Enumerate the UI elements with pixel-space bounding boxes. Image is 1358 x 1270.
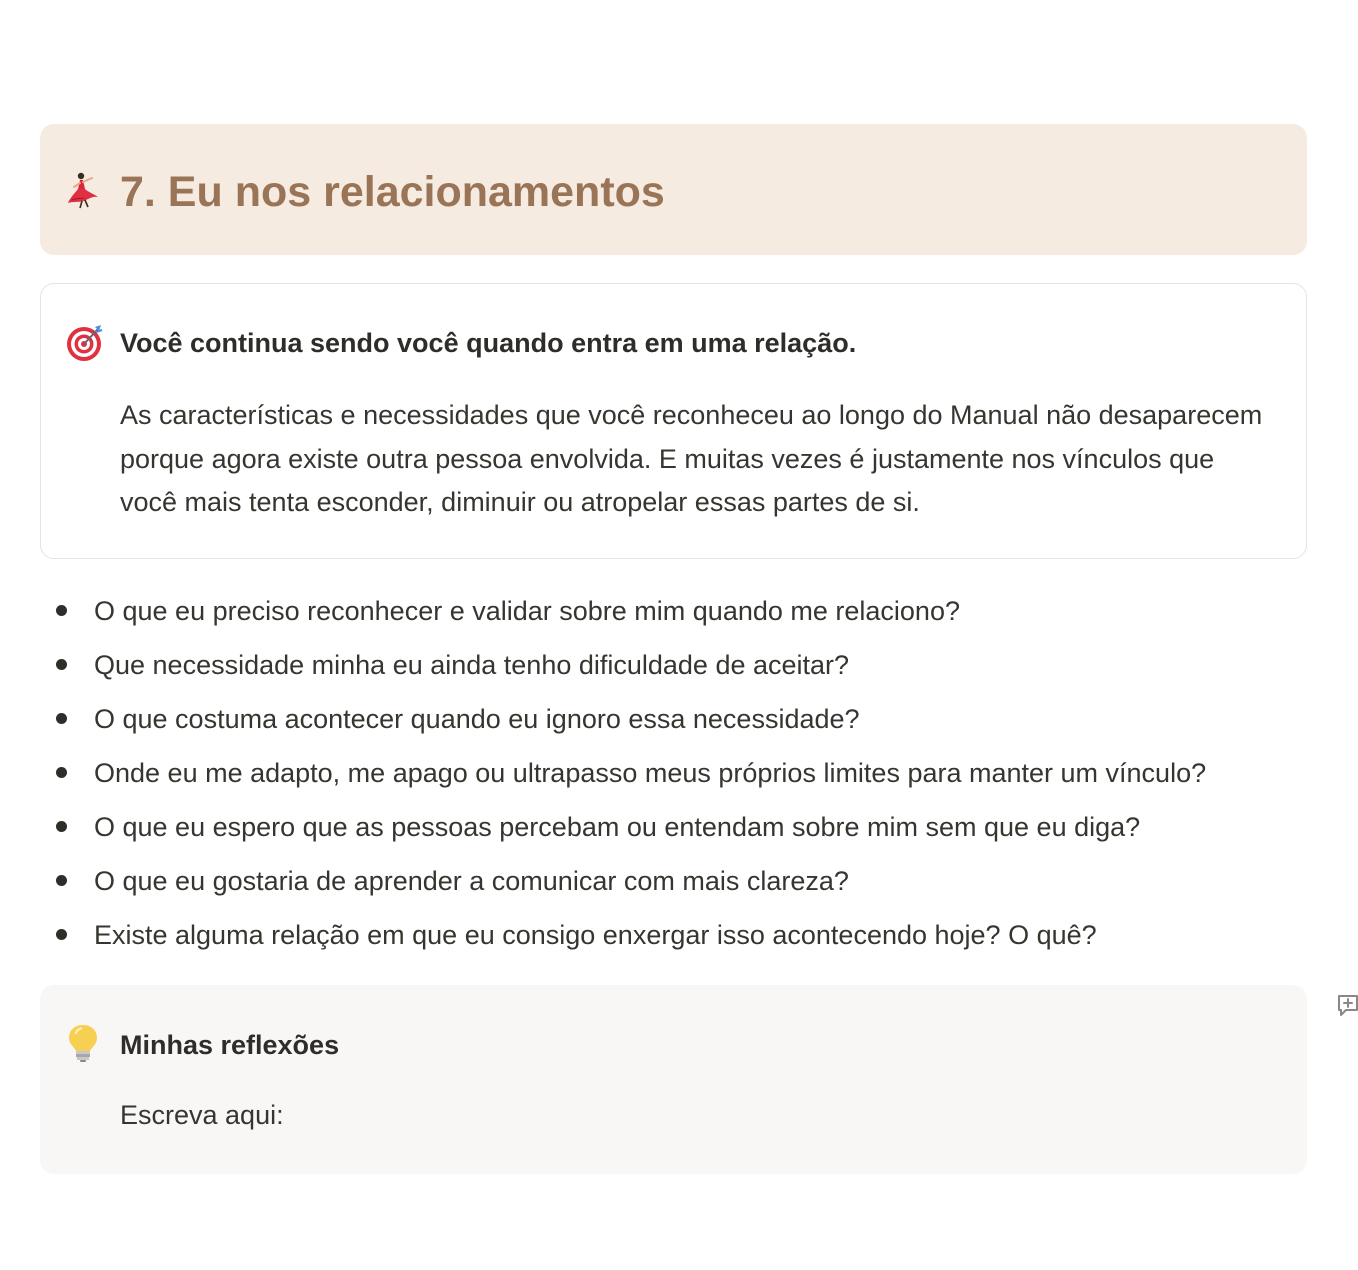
list-item[interactable]	[0, 854, 1330, 908]
bullet-icon	[56, 659, 67, 670]
question-text: O que eu espero que as pessoas percebam ou entendam sobre mim sem que eu diga?	[94, 812, 1141, 842]
reflections-callout	[40, 985, 1307, 1174]
list-item[interactable]	[0, 638, 1330, 692]
info-callout-body: As características e necessidades que você reconheceu ao longo do Manual não desaparecem porque agora existe outra pessoa envolvida. E muitas vezes é justamente nos vínculos que você mais tenta esconder, diminuir ou atropelar essas partes de si.	[120, 400, 1263, 517]
info-callout	[40, 283, 1307, 559]
heading-callout	[40, 124, 1307, 255]
bullet-icon	[56, 767, 67, 778]
bullet-icon	[56, 605, 67, 616]
list-item[interactable]	[0, 584, 1330, 638]
list-item[interactable]	[0, 800, 1330, 854]
bullseye-icon	[65, 323, 105, 363]
questions-list	[0, 584, 1330, 962]
info-callout-title: Você continua sendo você quando entra em uma relação.	[120, 328, 857, 358]
question-text: O que eu preciso reconhecer e validar sobre mim quando me relaciono?	[94, 596, 960, 626]
list-item[interactable]	[0, 908, 1330, 962]
page-title: 7. Eu nos relacionamentos	[120, 168, 665, 216]
list-item[interactable]	[0, 746, 1330, 800]
question-text: O que eu gostaria de aprender a comunicar com mais clareza?	[94, 866, 849, 896]
add-comment-icon	[1336, 1008, 1358, 1021]
question-text: Onde eu me adapto, me apago ou ultrapasso meus próprios limites para manter um vínculo?	[94, 758, 1207, 788]
light-bulb-icon	[66, 1023, 100, 1063]
bullet-icon	[56, 821, 67, 832]
question-text: O que costuma acontecer quando eu ignoro essa necessidade?	[94, 704, 860, 734]
bullet-icon	[56, 875, 67, 886]
add-comment-button[interactable]	[1336, 993, 1358, 1021]
reflections-title: Minhas reflexões	[120, 1030, 340, 1060]
question-text: Que necessidade minha eu ainda tenho dificuldade de aceitar?	[94, 650, 850, 680]
question-text: Existe alguma relação em que eu consigo enxergar isso acontecendo hoje? O quê?	[94, 920, 1097, 950]
bullet-icon	[56, 713, 67, 724]
bullet-icon	[56, 929, 67, 940]
reflections-input[interactable]: Escreva aqui:	[120, 1100, 284, 1130]
list-item[interactable]	[0, 692, 1330, 746]
flamenco-dancer-icon	[64, 170, 104, 210]
